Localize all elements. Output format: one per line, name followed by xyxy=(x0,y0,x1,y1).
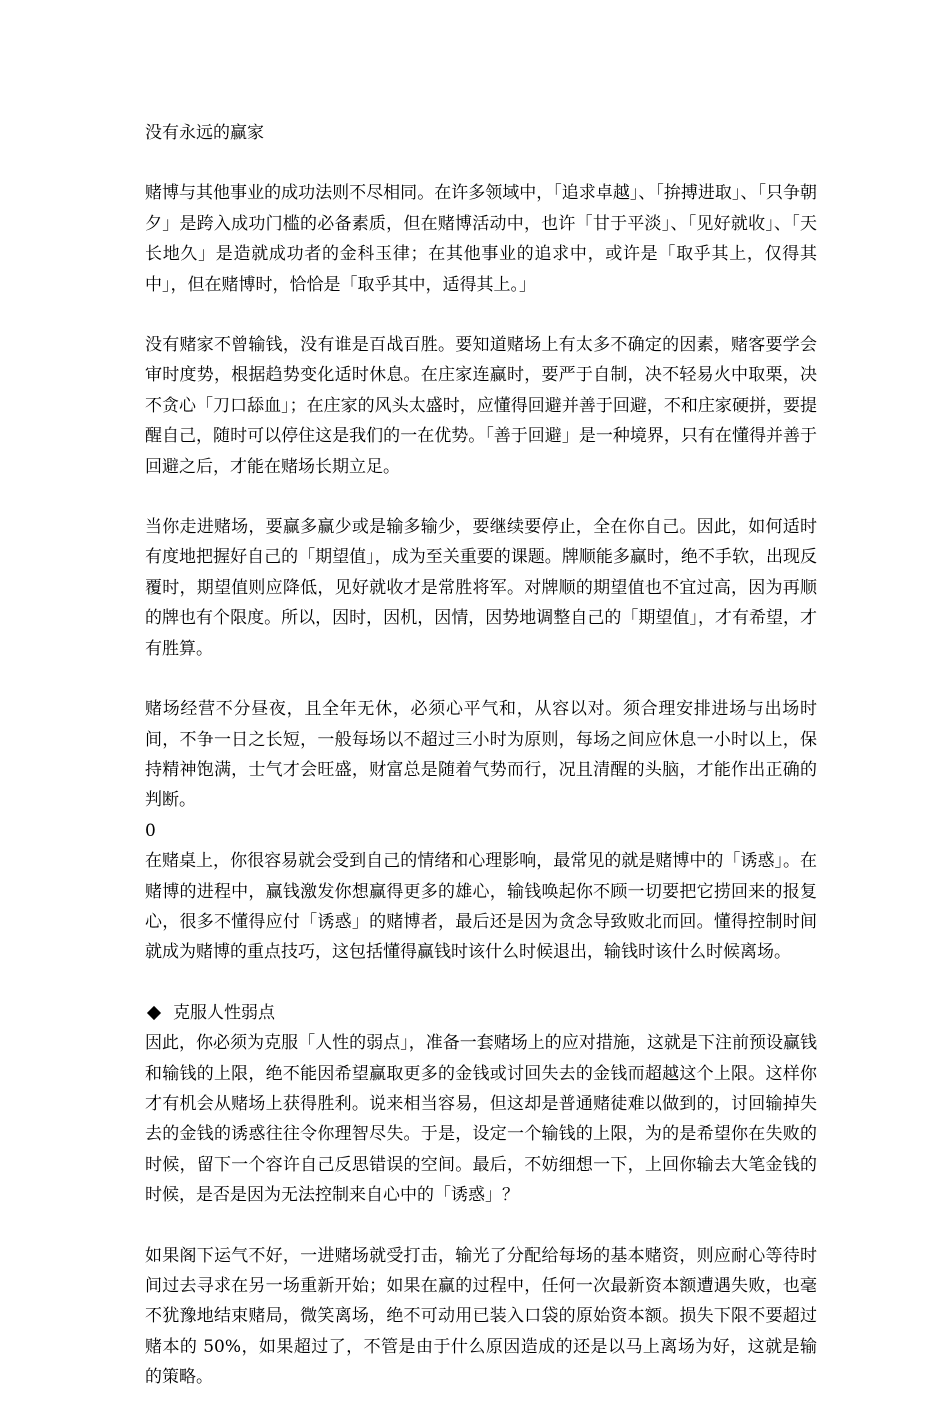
section-heading xyxy=(145,998,817,1028)
stray-marker: 0 xyxy=(145,820,156,841)
paragraph-4: 赌场经营不分昼夜，且全年无休，必须心平气和，从容以对。须合理安排进场与出场时间，不争一日之长短，一般每场以不超过三小时为原则，每场之间应休息一小时以上，保持精神饱满，士气才会旺盛，财富总是随着气势而行，况且清醒的头脑，才能作出正确的判断。 xyxy=(145,699,817,811)
paragraph-3: 当你走进赌场，要赢多赢少或是输多输少，要继续要停止，全在你自己。因此，如何适时有度地把握好自己的「期望值」，成为至关重要的课题。牌顺能多赢时，绝不手软，出现反覆时，期望值则应降低，见好就收才是常胜将军。对牌顺的期望值也不宜过高，因为再顺的牌也有个限度。所以，因时，因机，因情，因势地调整自己的「期望值」，才有希望，才有胜算。 xyxy=(145,517,817,659)
paragraph-2: 没有赌家不曾输钱，没有谁是百战百胜。要知道赌场上有太多不确定的因素，赌客要学会审时度势，根据趋势变化适时休息。在庄家连赢时，要严于自制，决不轻易火中取栗，决不贪心「刀口舔血」；在庄家的风头太盛时，应懂得回避并善于回避，不和庄家硬拼，要提醒自己，随时可以停住这是我们的一在优势。「善于回避」是一种境界，只有在懂得并善于回避之后，才能在赌场长期立足。 xyxy=(145,335,817,477)
paragraph-1: 赌博与其他事业的成功法则不尽相同。在许多领域中，「追求卓越」、「拚搏进取」、「只争朝夕」是跨入成功门槛的必备素质，但在赌博活动中，也许「甘于平淡」、「见好就收」、「天长地久」是造就成功者的金科玉律；在其他事业的追求中，或许是「取乎其上，仅得其中」，但在赌博时，恰恰是「取乎其中，适得其上。」 xyxy=(145,183,817,295)
document-page xyxy=(145,118,817,1423)
section-paragraph-2: 如果阁下运气不好，一进赌场就受打击，输光了分配给每场的基本赌资，则应耐心等待时间过去寻求在另一场重新开始；如果在赢的过程中，任何一次最新资本额遭遇失败，也毫不犹豫地结束赌局，微笑离场，绝不可动用已装入口袋的原始资本额。损失下限不要超过赌本的 50%，如果超过了，不管是由于什么原因造成的还是以马上离场为好，这就是输的策略。 xyxy=(145,1245,817,1388)
paragraph-5: 在赌桌上，你很容易就会受到自己的情绪和心理影响，最常见的就是赌博中的「诱惑」。在赌博的进程中，赢钱激发你想赢得更多的雄心，输钱唤起你不顾一切要把它捞回来的报复心，很多不懂得应付「诱惑」的赌博者，最后还是因为贪念导致败北而回。懂得控制时间就成为赌博的重点技巧，这包括懂得赢钱时该什么时候退出，输钱时该什么时候离场。 xyxy=(145,851,817,963)
section-heading-text: 克服人性弱点 xyxy=(173,1002,275,1023)
document-title: 没有永远的赢家 xyxy=(145,123,264,143)
section-paragraph-1: 因此，你必须为克服「人性的弱点」，准备一套赌场上的应对措施，这就是下注前预设赢钱和输钱的上限，绝不能因希望赢取更多的金钱或讨回失去的金钱而超越这个上限。这样你才有机会从赌场上获得胜利。说来相当容易，但这却是普通赌徒难以做到的，讨回输掉失去的金钱的诱惑往往令你理智尽失。于是，设定一个输钱的上限，为的是希望你在失败的时候，留下一个容许自己反思错误的空间。最后，不妨细想一下，上回你输去大笔金钱的时候，是否是因为无法控制来自心中的「诱惑」？ xyxy=(145,1033,817,1206)
diamond-bullet-icon xyxy=(147,1006,161,1020)
